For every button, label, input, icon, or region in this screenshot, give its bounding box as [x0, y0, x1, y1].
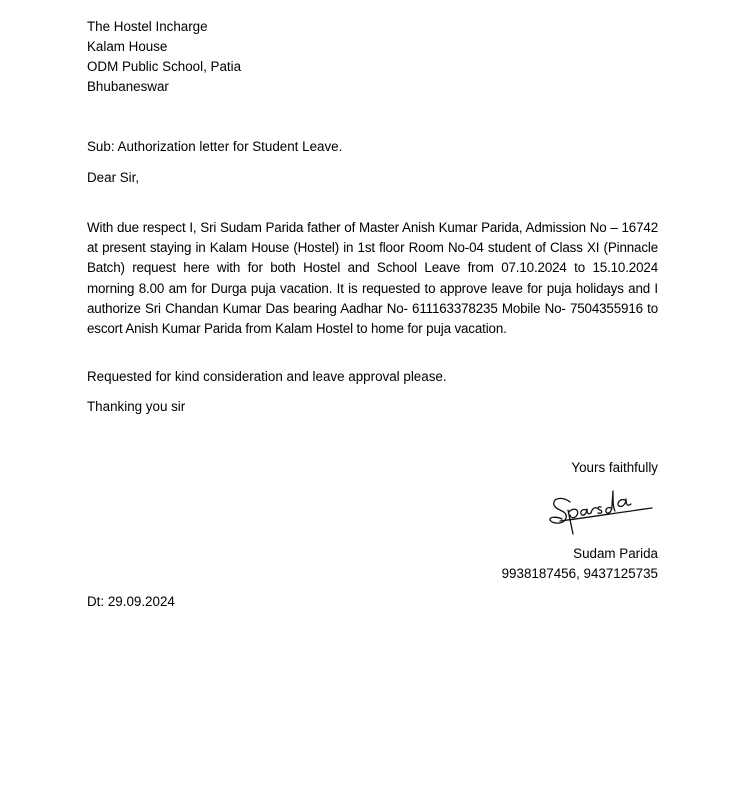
recipient-house: Kalam House — [87, 39, 168, 54]
body-paragraph: With due respect I, Sri Sudam Parida father of Master Anish Kumar Parida, Admission No – 16742 at present staying in Kalam House (Hostel) in 1st floor Room No-04 student of Class XI (Pinnacle Batch) request here with for both Hostel and School Leave from 07.10.2024 to 15.10.2024 morning 8.00 am for Durga puja vacation. It is requested to approve leave for puja holidays and I authorize Sri Chandan Kumar Das bearing Aadhar No- 611163378235 Mobile No- 7504355916 to escort Anish Kumar Parida from Kalam Hostel to home for puja vacation. — [87, 220, 658, 337]
closing-line: Yours faithfully — [571, 460, 658, 475]
recipient-city: Bhubaneswar — [87, 79, 169, 94]
signer-phones: 9938187456, 9437125735 — [501, 566, 658, 581]
recipient-school: ODM Public School, Patia — [87, 59, 242, 74]
request-line: Requested for kind consideration and leave approval please. — [87, 369, 447, 384]
thanks-line: Thanking you sir — [87, 399, 186, 414]
signer-name: Sudam Parida — [573, 546, 658, 561]
letter-date: Dt: 29.09.2024 — [87, 594, 175, 609]
recipient-title: The Hostel Incharge — [87, 19, 208, 34]
salutation: Dear Sir, — [87, 170, 140, 185]
recipient-address — [87, 17, 241, 97]
signature-icon — [540, 488, 660, 538]
subject-line: Sub: Authorization letter for Student Leave. — [87, 139, 343, 154]
signer-block — [502, 544, 658, 584]
